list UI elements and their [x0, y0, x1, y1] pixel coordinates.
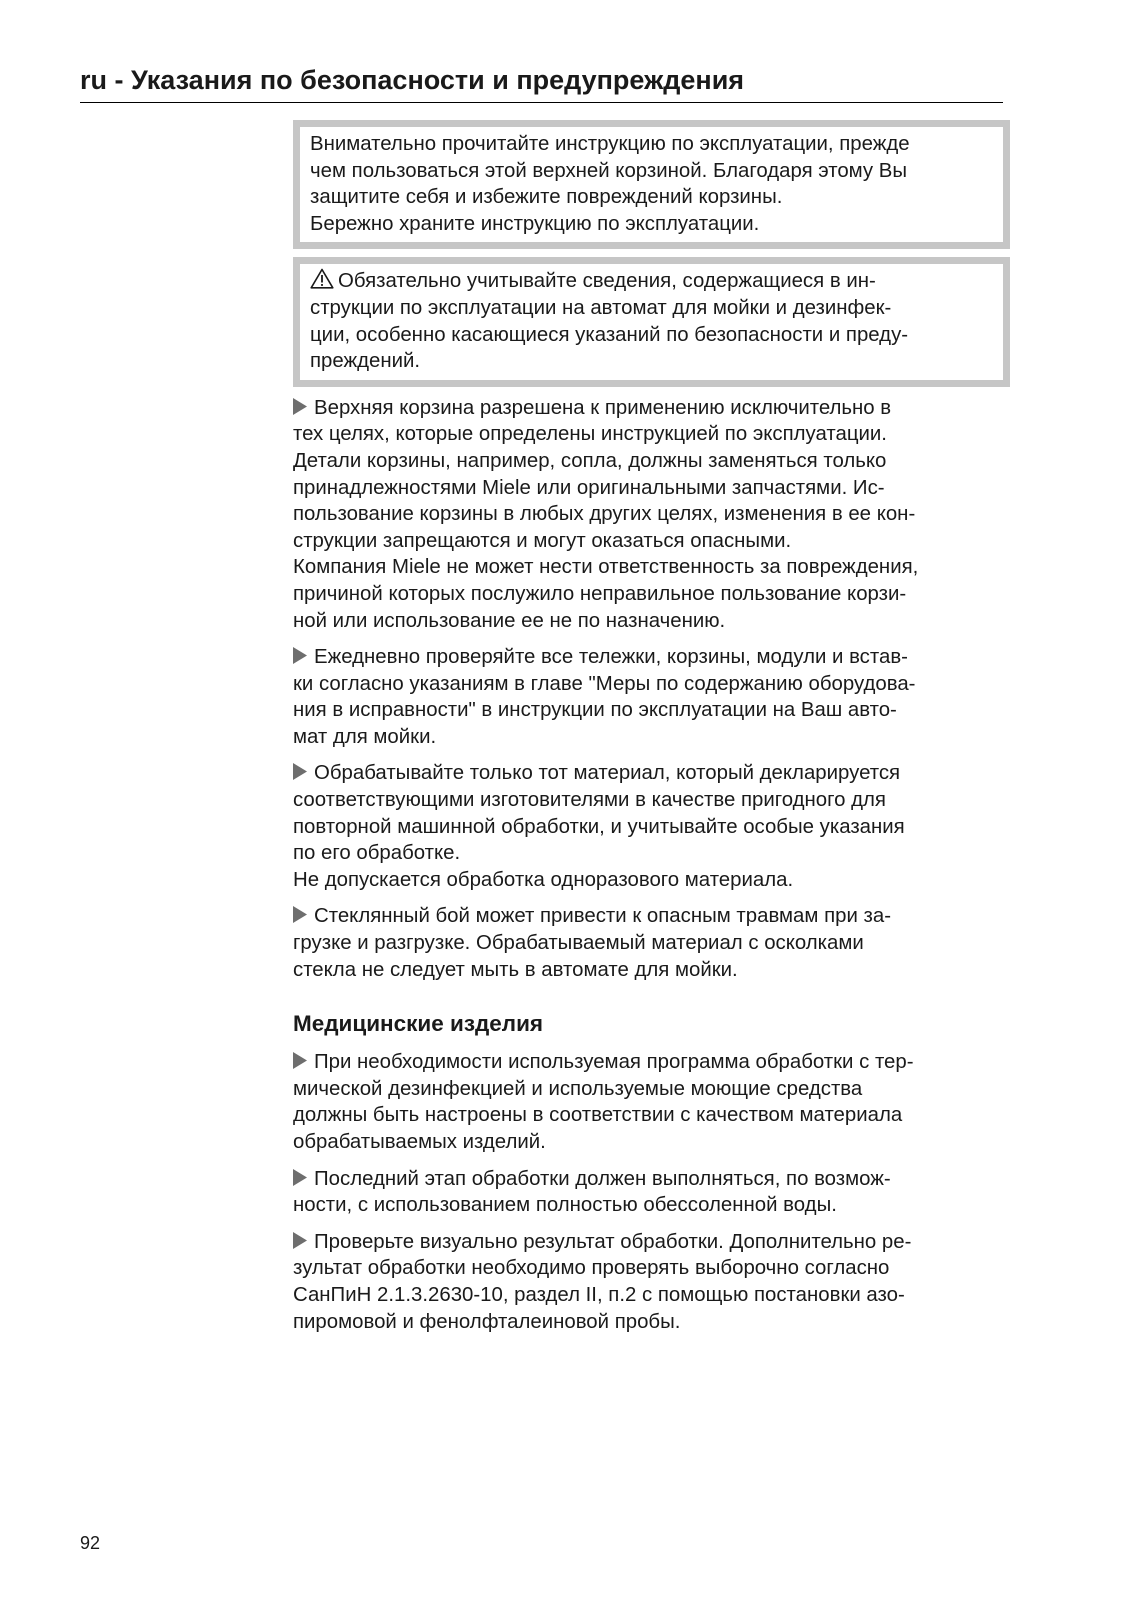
bullet-line: ки согласно указаниям в главе "Меры по содержанию оборудова-	[293, 672, 916, 695]
page-number: 92	[80, 1533, 101, 1553]
bullet-line: Ежедневно проверяйте все тележки, корзины, модули и встав-	[314, 646, 908, 669]
bullet-line: соответствующими изготовителями в качестве пригодного для	[293, 789, 886, 812]
bullet-line: СанПиН 2.1.3.2630-10, раздел II, п.2 с помощью постановки азо-	[293, 1283, 905, 1306]
bullet-line: Обрабатывайте только тот материал, который декларируется	[314, 762, 901, 785]
warning-triangle-icon	[310, 268, 334, 289]
bullet-line: Верхняя корзина разрешена к применению исключительно в	[314, 396, 892, 419]
bullet-line: повторной машинной обработки, и учитывайте особые указания	[293, 815, 905, 838]
bullet-line: зультат обработки необходимо проверять выборочно согласно	[293, 1257, 890, 1280]
safety-bullet	[293, 395, 1010, 634]
page-content	[293, 120, 1010, 1345]
bullet-triangle-icon	[293, 1052, 307, 1069]
medical-bullet	[293, 1049, 1010, 1155]
intro-box	[293, 120, 1010, 249]
bullet-triangle-icon	[293, 906, 307, 923]
bullet-line: мической дезинфекцией и используемые моющие средства	[293, 1077, 863, 1100]
bullet-line: по его обработке.	[293, 842, 461, 865]
bullet-triangle-icon	[293, 647, 307, 664]
bullet-line: Не допускается обработка одноразового материала.	[293, 868, 794, 891]
bullet-line: грузке и разгрузке. Обрабатываемый материал с осколками	[293, 932, 864, 955]
bullet-line: ной или использование ее не по назначению.	[293, 609, 726, 632]
medical-bullet	[293, 1229, 1010, 1335]
bullet-line: стекла не следует мыть в автомате для мойки.	[293, 958, 738, 981]
bullet-line: Компания Miele не может нести ответственность за повреждения,	[293, 556, 919, 579]
bullet-line: Детали корзины, например, сопла, должны заменяться только	[293, 449, 887, 472]
intro-line: защитите себя и избежите повреждений корзины.	[310, 186, 783, 209]
bullet-triangle-icon	[293, 763, 307, 780]
warning-line: ции, особенно касающиеся указаний по безопасности и преду-	[310, 323, 909, 346]
bullet-triangle-icon	[293, 1232, 307, 1249]
bullet-triangle-icon	[293, 1169, 307, 1186]
warning-line: Обязательно учитывайте сведения, содержащиеся в ин-	[338, 270, 876, 293]
safety-bullet	[293, 760, 1010, 893]
bullet-line: принадлежностями Miele или оригинальными запчастями. Ис-	[293, 476, 885, 499]
bullet-line: пользование корзины в любых других целях, изменения в ее кон-	[293, 503, 916, 526]
bullet-line: причиной которых послужило неправильное пользование корзи-	[293, 582, 907, 605]
page-header: ru - Указания по безопасности и предупреждения	[80, 62, 1003, 103]
bullet-line: Последний этап обработки должен выполняться, по возмож-	[314, 1167, 891, 1190]
warning-line: преждений.	[310, 350, 421, 373]
medical-bullet	[293, 1166, 1010, 1219]
bullet-line: ности, с использованием полностью обессоленной воды.	[293, 1194, 837, 1217]
bullet-line: Стеклянный бой может привести к опасным травмам при за-	[314, 905, 892, 928]
intro-line: Внимательно прочитайте инструкцию по эксплуатации, прежде	[310, 133, 910, 155]
bullet-line: тех целях, которые определены инструкцией по эксплуатации.	[293, 423, 887, 446]
bullet-line: должны быть настроены в соответствии с качеством материала	[293, 1104, 903, 1127]
bullet-line: Проверьте визуально результат обработки. Дополнительно ре-	[314, 1230, 912, 1253]
bullet-line: пиромовой и фенолфталеиновой пробы.	[293, 1310, 681, 1333]
bullet-line: струкции запрещаются и могут оказаться опасными.	[293, 529, 792, 552]
bullet-line: ния в исправности" в инструкции по эксплуатации на Ваш авто-	[293, 699, 897, 722]
safety-bullet	[293, 903, 1010, 983]
bullet-line: мат для мойки.	[293, 725, 437, 748]
warning-line: струкции по эксплуатации на автомат для мойки и дезинфек-	[310, 296, 892, 319]
intro-line: Бережно храните инструкцию по эксплуатации.	[310, 212, 760, 235]
bullet-line: обрабатываемых изделий.	[293, 1131, 546, 1153]
intro-line: чем пользоваться этой верхней корзиной. Благодаря этому Вы	[310, 159, 908, 182]
bullet-triangle-icon	[293, 398, 307, 415]
warning-box	[293, 257, 1010, 386]
section-heading: Медицинские изделия	[293, 1011, 544, 1037]
safety-bullet	[293, 644, 1010, 750]
bullet-line: При необходимости используемая программа обработки с тер-	[314, 1051, 914, 1074]
